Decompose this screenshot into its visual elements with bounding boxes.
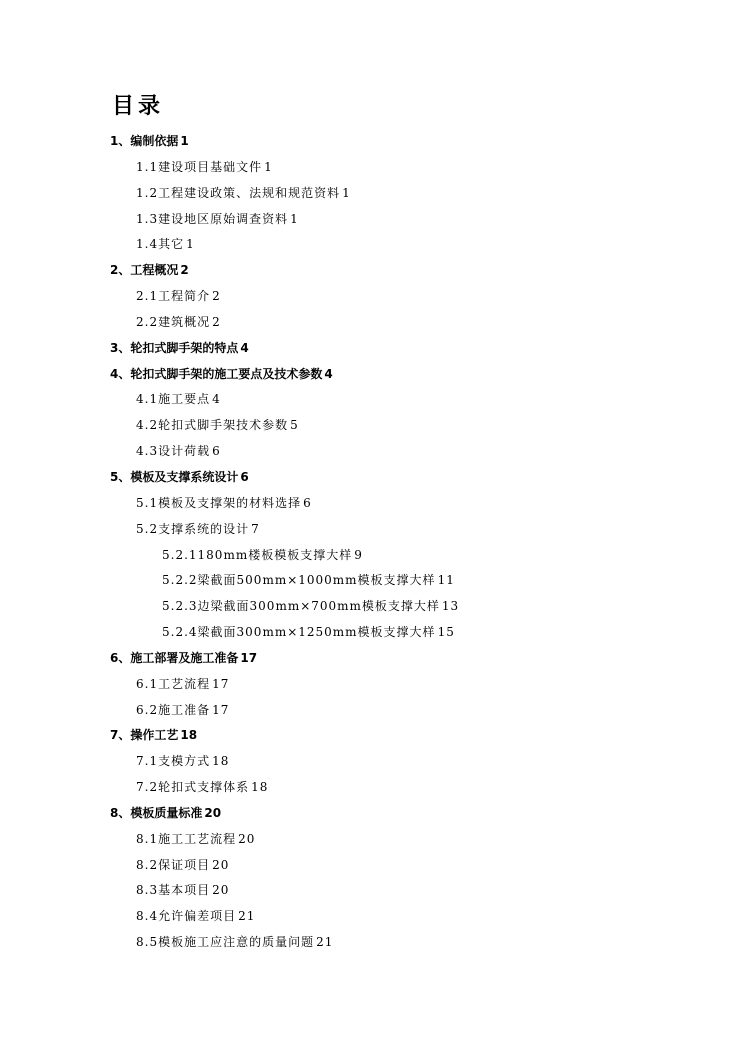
toc-entry-level-2[interactable]	[0, 310, 744, 336]
toc-entry-level-2[interactable]	[0, 207, 744, 233]
toc-entry-text: 5.2.4梁截面300mm×1250mm模板支撑大样	[162, 625, 436, 640]
toc-entry-text: 7、操作工艺	[110, 728, 179, 743]
toc-entry-level-1[interactable]	[0, 801, 744, 827]
toc-entry-page-number: 6	[303, 495, 312, 510]
toc-entry-page-number: 20	[238, 831, 256, 846]
toc-entry-text: 5.2.2梁截面500mm×1000mm模板支撑大样	[162, 573, 436, 588]
toc-entry-page-number: 18	[251, 780, 269, 795]
toc-entry-page-number: 7	[251, 521, 260, 536]
toc-entry-level-2[interactable]	[0, 439, 744, 465]
toc-entry-level-1[interactable]	[0, 723, 744, 749]
toc-entry-page-number: 11	[437, 573, 455, 588]
toc-entry-page-number: 20	[212, 857, 230, 872]
toc-entry-text: 4.1施工要点	[136, 392, 211, 407]
toc-entry-level-2[interactable]	[0, 878, 744, 904]
toc-entry-level-1[interactable]	[0, 129, 744, 155]
toc-list	[0, 129, 744, 956]
toc-entry-page-number: 17	[212, 676, 230, 691]
toc-entry-level-2[interactable]	[0, 827, 744, 853]
toc-entry-page-number: 1	[264, 159, 273, 174]
toc-entry-text: 5.2.1180mm楼板模板支撑大样	[162, 547, 353, 562]
toc-entry-level-2[interactable]	[0, 155, 744, 181]
toc-entry-text: 2.2建筑概况	[136, 314, 211, 329]
toc-entry-page-number: 5	[290, 418, 299, 433]
toc-entry-level-3[interactable]	[0, 620, 744, 646]
toc-entry-level-2[interactable]	[0, 853, 744, 879]
toc-entry-level-2[interactable]	[0, 672, 744, 698]
toc-entry-level-3[interactable]	[0, 543, 744, 569]
toc-entry-page-number: 1	[290, 211, 299, 226]
toc-entry-level-3[interactable]	[0, 568, 744, 594]
toc-entry-page-number: 18	[212, 754, 230, 769]
toc-entry-text: 8.2保证项目	[136, 857, 211, 872]
toc-entry-level-3[interactable]	[0, 594, 744, 620]
toc-entry-text: 5、模板及支撑系统设计	[110, 469, 239, 484]
toc-entry-text: 4.3设计荷载	[136, 444, 211, 459]
toc-entry-text: 4.2轮扣式脚手架技术参数	[136, 418, 289, 433]
toc-entry-text: 6.1工艺流程	[136, 676, 211, 691]
toc-entry-text: 1.2工程建设政策、法规和规范资料	[136, 185, 341, 200]
toc-entry-page-number: 13	[441, 599, 460, 614]
toc-entry-page-number: 17	[212, 702, 230, 717]
toc-entry-text: 2.1工程简介	[136, 289, 211, 304]
toc-entry-level-1[interactable]	[0, 646, 744, 672]
toc-entry-page-number: 2	[212, 314, 221, 329]
toc-entry-page-number: 17	[240, 650, 258, 665]
toc-entry-level-2[interactable]	[0, 387, 744, 413]
toc-entry-level-2[interactable]	[0, 775, 744, 801]
toc-entry-page-number: 2	[180, 263, 189, 278]
toc-entry-text: 7.1支模方式	[136, 754, 211, 769]
toc-entry-page-number: 2	[212, 289, 221, 304]
toc-entry-text: 1.1建设项目基础文件	[136, 159, 263, 174]
toc-entry-page-number: 4	[324, 366, 333, 381]
toc-entry-page-number: 20	[204, 805, 222, 820]
toc-entry-level-2[interactable]	[0, 413, 744, 439]
toc-entry-page-number: 1	[342, 185, 351, 200]
toc-entry-text: 5.1模板及支撑架的材料选择	[136, 495, 302, 510]
toc-entry-text: 6、施工部署及施工准备	[110, 650, 239, 665]
toc-entry-level-2[interactable]	[0, 749, 744, 775]
toc-entry-level-2[interactable]	[0, 181, 744, 207]
toc-entry-page-number: 1	[186, 237, 195, 252]
toc-entry-page-number: 21	[316, 935, 334, 950]
toc-entry-level-2[interactable]	[0, 904, 744, 930]
toc-entry-page-number: 20	[212, 883, 230, 898]
toc-entry-text: 7.2轮扣式支撑体系	[136, 780, 250, 795]
toc-entry-level-1[interactable]	[0, 362, 744, 388]
toc-entry-text: 8.4允许偏差项目	[136, 909, 237, 924]
toc-entry-page-number: 9	[354, 547, 363, 562]
toc-entry-text: 1、编制依据	[110, 134, 179, 148]
toc-entry-level-2[interactable]	[0, 930, 744, 956]
toc-entry-text: 6.2施工准备	[136, 702, 211, 717]
toc-entry-page-number: 15	[437, 625, 455, 640]
toc-entry-page-number: 21	[238, 909, 256, 924]
toc-entry-text: 5.2支撑系统的设计	[136, 521, 250, 536]
toc-entry-level-2[interactable]	[0, 517, 744, 543]
toc-entry-text: 8、模板质量标准	[110, 805, 203, 820]
toc-title: 目录	[112, 94, 165, 119]
toc-entry-level-1[interactable]	[0, 465, 744, 491]
toc-entry-text: 5.2.3边梁截面300mm×700mm模板支撑大样	[162, 599, 440, 614]
toc-entry-level-2[interactable]	[0, 232, 744, 258]
toc-entry-text: 2、工程概况	[110, 263, 179, 278]
toc-entry-level-2[interactable]	[0, 284, 744, 310]
toc-entry-text: 1.3建设地区原始调查资料	[136, 211, 289, 226]
toc-entry-page-number: 4	[212, 392, 221, 407]
toc-entry-page-number: 6	[212, 444, 221, 459]
toc-entry-text: 8.1施工工艺流程	[136, 831, 237, 846]
toc-entry-text: 8.5模板施工应注意的质量问题	[136, 935, 315, 950]
toc-entry-page-number: 18	[180, 728, 198, 743]
toc-entry-page-number: 6	[240, 469, 249, 484]
toc-entry-page-number: 1	[180, 134, 189, 148]
toc-entry-page-number: 4	[240, 340, 249, 355]
toc-entry-level-2[interactable]	[0, 491, 744, 517]
toc-entry-text: 1.4其它	[136, 237, 185, 252]
toc-entry-text: 4、轮扣式脚手架的施工要点及技术参数	[110, 366, 323, 381]
toc-entry-level-2[interactable]	[0, 698, 744, 724]
toc-entry-text: 3、轮扣式脚手架的特点	[110, 340, 239, 355]
toc-entry-text: 8.3基本项目	[136, 883, 211, 898]
toc-entry-level-1[interactable]	[0, 336, 744, 362]
toc-entry-level-1[interactable]	[0, 258, 744, 284]
